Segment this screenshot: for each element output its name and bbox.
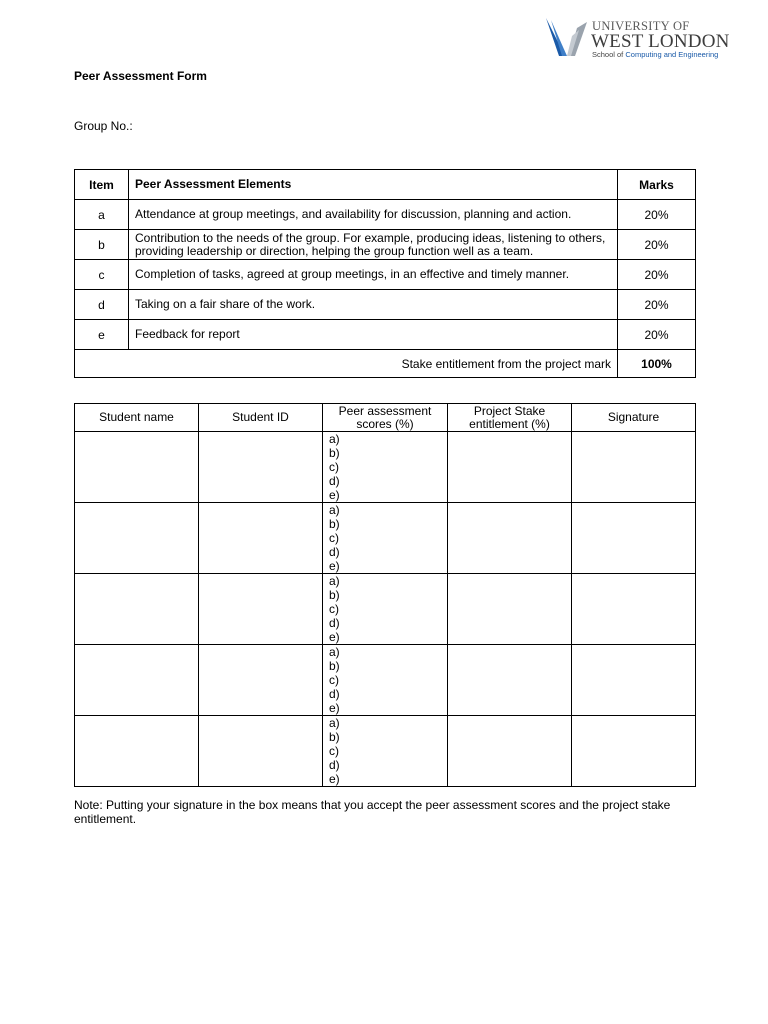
table-row [75,432,696,503]
header-project-stake [448,404,572,432]
table-row [75,574,696,645]
peer-scores-cell[interactable] [323,716,448,787]
row-marks: 20% [618,290,696,320]
student-id-cell[interactable] [199,716,323,787]
score-label-c: c) [329,460,339,474]
score-label-a: a) [329,574,340,588]
wing-logo-icon [543,16,589,60]
project-stake-cell[interactable] [448,645,572,716]
header-marks: Marks [618,170,696,200]
peer-scores-cell[interactable] [323,574,448,645]
project-stake-cell[interactable] [448,432,572,503]
student-id-cell[interactable] [199,503,323,574]
table-row [75,290,696,320]
table-row [75,645,696,716]
stake-total-row [75,350,696,378]
score-label-e: e) [329,559,340,573]
row-element: Taking on a fair share of the work. [129,290,618,320]
score-label-b: b) [329,730,340,744]
header-student-name: Student name [75,404,199,432]
table-row [75,320,696,350]
signature-cell[interactable] [572,432,696,503]
peer-assessment-elements-table [74,169,696,378]
peer-scores-cell[interactable] [323,503,448,574]
student-id-cell[interactable] [199,574,323,645]
header-item: Item [75,170,129,200]
score-label-b: b) [329,588,340,602]
score-label-c: c) [329,531,339,545]
score-label-a: a) [329,645,340,659]
score-label-b: b) [329,659,340,673]
student-id-cell[interactable] [199,645,323,716]
header-student-id: Student ID [199,404,323,432]
logo-line-1: UNIVERSITY OF [592,19,690,33]
signature-cell[interactable] [572,574,696,645]
score-label-a: a) [329,716,340,730]
score-label-e: e) [329,701,340,715]
score-label-d: d) [329,474,340,488]
project-stake-cell[interactable] [448,503,572,574]
signature-note: Note: Putting your signature in the box means that you accept the peer assessment scores and the project stake entitlement. [74,798,671,826]
header-peer-scores-line-2: scores (%) [356,416,414,431]
score-label-a: a) [329,432,340,446]
row-item: b [75,230,129,260]
table-row [75,503,696,574]
signature-cell[interactable] [572,645,696,716]
score-label-d: d) [329,545,340,559]
row-element: Completion of tasks, agreed at group meetings, in an effective and timely manner. [129,260,618,290]
student-name-cell[interactable] [75,432,199,503]
student-name-cell[interactable] [75,503,199,574]
logo-line-3-prefix: School of [592,50,626,59]
table-row [75,716,696,787]
row-item: a [75,200,129,230]
score-label-b: b) [329,446,340,460]
score-label-e: e) [329,772,340,786]
score-label-d: d) [329,616,340,630]
row-marks: 20% [618,260,696,290]
row-item: e [75,320,129,350]
logo-line-3-highlight: Computing and Engineering [625,50,719,59]
table-header-row [75,170,696,200]
row-marks: 20% [618,200,696,230]
row-marks: 20% [618,320,696,350]
signature-cell[interactable] [572,716,696,787]
score-label-c: c) [329,602,339,616]
row-element: Contribution to the needs of the group. For example, producing ideas, listening to others, providing leadership or direction, helping the group function well as a team. [129,230,618,260]
student-scores-table [74,403,696,787]
score-label-d: d) [329,687,340,701]
row-element: Attendance at group meetings, and availability for discussion, planning and action. [129,200,618,230]
table-row [75,230,696,260]
logo-line-2: WEST LONDON [591,31,730,52]
peer-scores-cell[interactable] [323,432,448,503]
score-label-a: a) [329,503,340,517]
student-id-cell[interactable] [199,432,323,503]
logo-line-3 [592,50,718,59]
table-row [75,260,696,290]
score-label-c: c) [329,744,339,758]
stake-total: 100% [618,350,696,378]
score-label-c: c) [329,673,339,687]
header-project-stake-line-2: entitlement (%) [469,416,550,431]
student-name-cell[interactable] [75,645,199,716]
student-name-cell[interactable] [75,574,199,645]
score-label-d: d) [329,758,340,772]
header-peer-scores-line-1: Peer assessment [338,403,432,418]
header-project-stake-line-1: Project Stake [473,403,546,418]
table-row [75,200,696,230]
stake-label: Stake entitlement from the project mark [75,350,618,378]
university-logo [543,16,748,62]
row-element: Feedback for report [129,320,618,350]
row-item: c [75,260,129,290]
score-label-e: e) [329,630,340,644]
row-marks: 20% [618,230,696,260]
score-label-b: b) [329,517,340,531]
table-header-row [75,404,696,432]
score-label-e: e) [329,488,340,502]
student-name-cell[interactable] [75,716,199,787]
header-peer-scores [323,404,448,432]
signature-cell[interactable] [572,503,696,574]
header-signature: Signature [572,404,696,432]
peer-scores-cell[interactable] [323,645,448,716]
row-item: d [75,290,129,320]
project-stake-cell[interactable] [448,574,572,645]
group-number-label: Group No.: [74,119,133,133]
project-stake-cell[interactable] [448,716,572,787]
form-title: Peer Assessment Form [74,69,207,83]
header-element: Peer Assessment Elements [129,170,618,200]
